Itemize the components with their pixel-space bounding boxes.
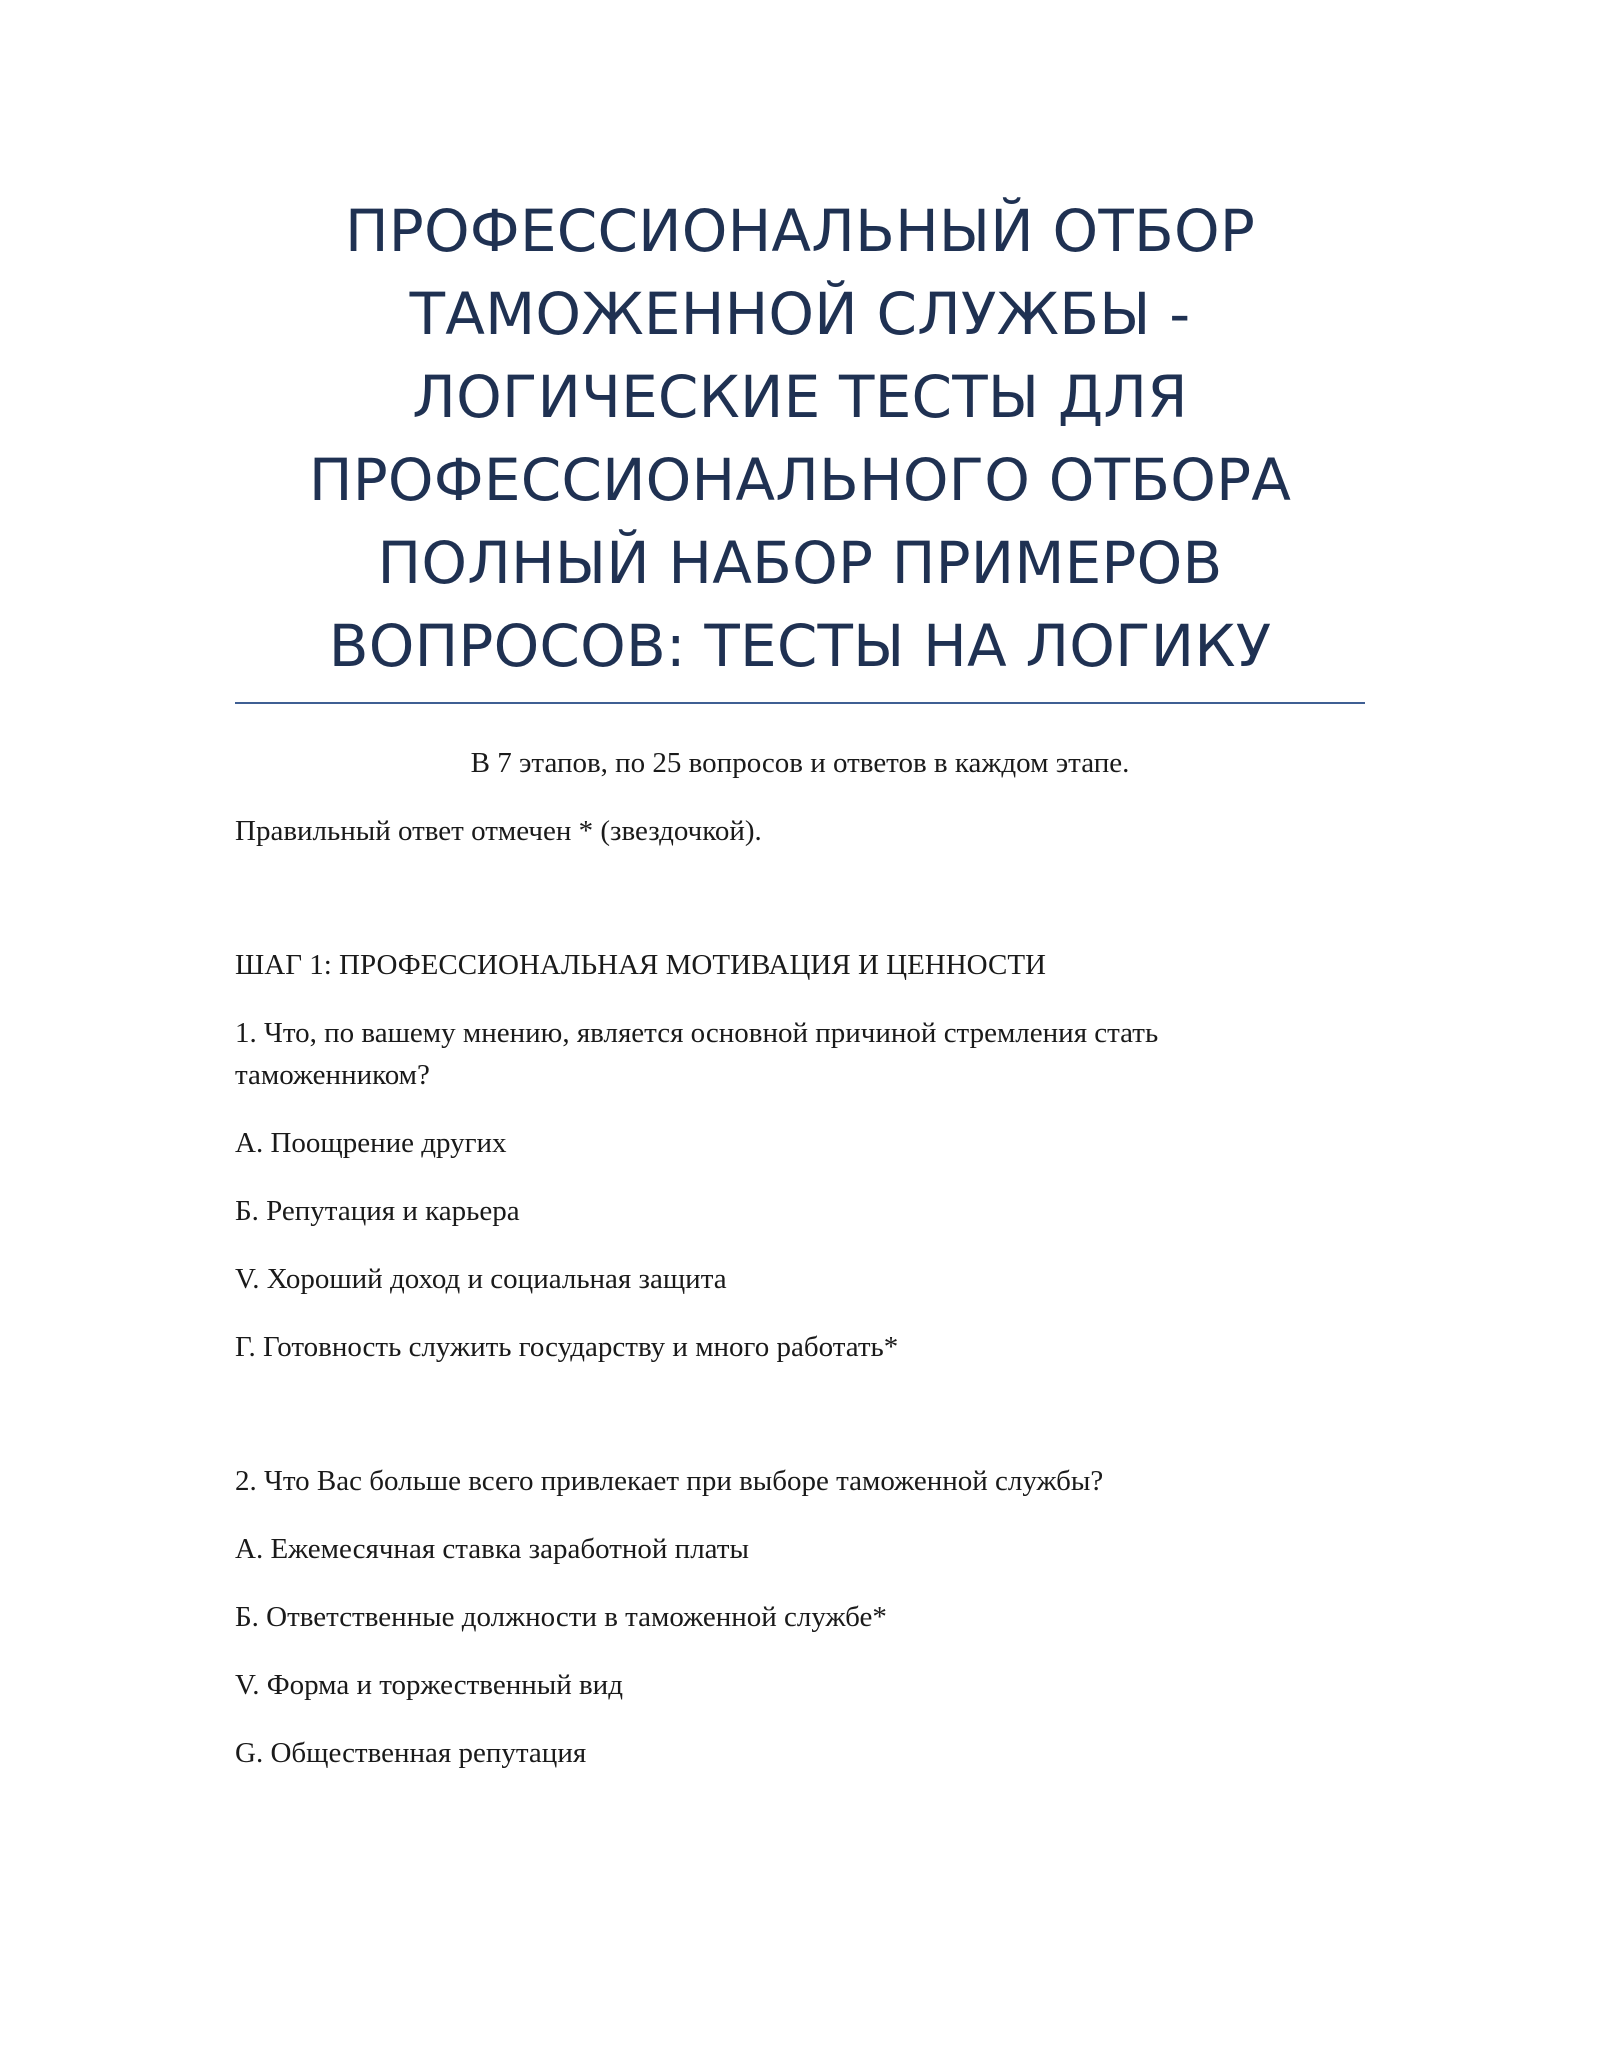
title-line: ТАМОЖЕННОЙ СЛУЖБЫ - [409,280,1191,348]
answer-option: G. Общественная репутация [235,1737,587,1769]
document-title [235,190,1365,688]
question-text: 1. Что, по вашему мнению, является основной причиной стремления стать таможенником? [235,1017,1159,1091]
title-line: ПРОФЕССИОНАЛЬНЫЙ ОТБОР [344,197,1256,265]
answer-option-correct: Б. Ответственные должности в таможенной службе* [235,1601,887,1633]
question-text: 2. Что Вас больше всего привлекает при выборе таможенной службы? [235,1465,1104,1497]
title-line: ПРОФЕССИОНАЛЬНОГО ОТБОРА [308,446,1292,514]
title-line: ПОЛНЫЙ НАБОР ПРИМЕРОВ [377,529,1223,597]
answer-option: Б. Репутация и карьера [235,1195,520,1227]
title-divider [235,702,1365,704]
answer-option-correct: Г. Готовность служить государству и много работать* [235,1331,899,1363]
title-line: ВОПРОСОВ: ТЕСТЫ НА ЛОГИКУ [328,612,1272,680]
answer-option: A. Поощрение других [235,1127,507,1159]
title-line: ЛОГИЧЕСКИЕ ТЕСТЫ ДЛЯ [412,363,1188,431]
intro-text: В 7 этапов, по 25 вопросов и ответов в каждом этапе. [470,747,1130,779]
answer-option: V. Хороший доход и социальная защита [235,1263,727,1295]
document-page [235,0,1365,1774]
answer-note: Правильный ответ отмечен * (звездочкой). [235,815,762,847]
question-block-1 [235,1012,1365,1368]
answer-option: V. Форма и торжественный вид [235,1669,623,1701]
question-block-2 [235,1460,1365,1774]
answer-option: A. Ежемесячная ставка заработной платы [235,1533,749,1565]
step-heading: ШАГ 1: ПРОФЕССИОНАЛЬНАЯ МОТИВАЦИЯ И ЦЕННОСТИ [235,949,1046,981]
